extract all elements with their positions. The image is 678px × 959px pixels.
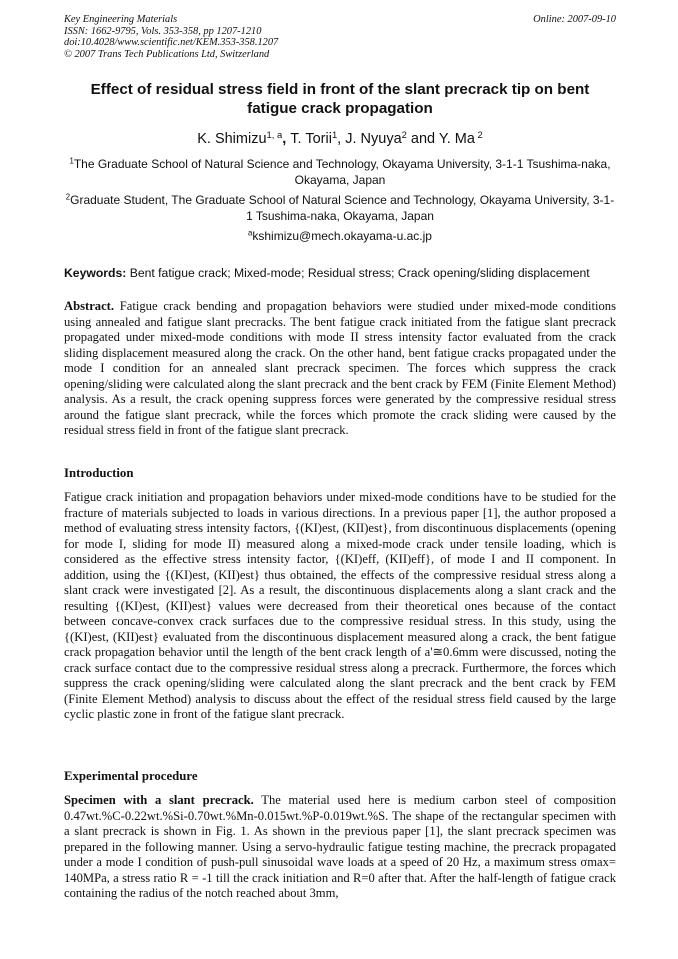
- affiliation-mark: 2: [65, 192, 71, 202]
- keywords-label: Keywords:: [64, 266, 127, 280]
- author-name: J. Nyuya: [345, 131, 402, 147]
- author-separator: ,: [337, 131, 346, 147]
- email-address: kshimizu@mech.okayama-u.ac.jp: [252, 229, 432, 243]
- author-affiliation-mark: 1: [331, 128, 338, 140]
- author-name: T. Torii: [290, 131, 332, 147]
- author-separator: ,: [282, 131, 291, 147]
- author-name: Y. Ma: [438, 131, 475, 147]
- experimental-heading: Experimental procedure: [64, 769, 198, 783]
- specimen-subheading: Specimen with a slant precrack.: [64, 793, 254, 807]
- author-list: [64, 130, 616, 148]
- affiliation-1: [64, 156, 616, 188]
- author-affiliation-mark: 2: [474, 128, 483, 140]
- email-mark: a: [248, 228, 253, 238]
- introduction-paragraph: Fatigue crack initiation and propagation behaviors under mixed-mode conditions have to be studied for the fracture of materials subjected to loads in various directions. In a previous paper [1], the author proposed a method of evaluating stress intensity factors, {(KI)est, (KII)est}, from discontinuous displacements (opening for mode I, sliding for mode II) measured along a mixed-mode crack under tensile loading, which is considered as the effective stress intensity factor, {(KI)eff, (KII)eff}, of mode I and II component. In addition, using the {(KI)est, (KII)est} thus obtained, the effects of the compressive residual stress along a slant crack were investigated [2]. As a result, the discontinuous displacements along a slant crack and the resulting {(KI)est, (KII)est} values were decreased from their theoretical ones because of the contact between concave-convex crack surfaces due to the compressive residual stress. In this study, using the {(KI)est, (KII)est} evaluated from the discontinuous displacement measured along a crack, the bent fatigue crack propagation behavior until the length of the bent crack length of a'≅0.6mm were discussed, noting the crack surface contact due to the compressive residual stress along a precrack. Furthermore, the forces which suppress the crack opening/sliding were calculated along the slant precrack and the bent crack by FEM (Finite Element Method) analysis to discuss about the effect of the residual stress field caused by the large cyclic plastic zone in front of the fatigue slant precrack.: [64, 490, 616, 721]
- abstract-paragraph: [64, 299, 616, 439]
- paper-title: Effect of residual stress field in front of the slant precrack tip on bent fatigue crack propagation: [90, 81, 590, 117]
- journal-copyright: © 2007 Trans Tech Publications Ltd, Switzerland: [64, 48, 270, 60]
- author-name: K. Shimizu: [197, 131, 267, 147]
- keywords-line: [64, 265, 624, 281]
- author-separator: and: [406, 131, 439, 147]
- experimental-paragraph: [64, 793, 616, 902]
- affiliation-mark: 1: [69, 156, 74, 166]
- journal-name: Key Engineering Materials: [64, 14, 178, 25]
- journal-header: [64, 14, 616, 60]
- journal-issn: ISSN: 1662-9795, Vols. 353-358, pp 1207-1210: [64, 25, 262, 37]
- abstract-label: Abstract.: [64, 299, 115, 313]
- author-affiliation-mark: 2: [401, 128, 407, 140]
- author-email: [64, 228, 616, 244]
- experimental-text: The material used here is medium carbon steel of composition 0.47wt.%C-0.22wt.%Si-0.70wt.%Mn-0.015wt.%P-0.019wt.%S. The shape of the rectangular specimen with a slant precrack is shown in Fig. 1. As shown in the previous paper [1], the slant precrack specimen was prepared in the following manner. Using a servo-hydraulic fatigue testing machine, the precrack propagated under a mode I condition of push-pull sinusoidal wave loads at a speed of 20 Hz, a maximum stress σmax= 140MPa, a stress ratio R = -1 till the crack initiation and R=0 after that. After the half-length of fatigue crack containing the radius of the notch reached about 3mm,: [64, 793, 616, 900]
- journal-doi: doi:10.4028/www.scientific.net/KEM.353-358.1207: [64, 37, 279, 48]
- introduction-heading: Introduction: [64, 466, 134, 480]
- affiliation-text: The Graduate School of Natural Science and Technology, Okayama University, 3-1-1 Tsushima-naka, Okayama, Japan: [73, 157, 611, 187]
- abstract-text: Fatigue crack bending and propagation behaviors were studied under mixed-mode conditions using annealed and fatigue slant precracks. The bent fatigue crack initiated from the fatigue slant precrack propagated under mixed-mode conditions with mode II stress intensity factor evaluated from the crack sliding displacement measured along the crack. On the other hand, bent fatigue cracks propagated under the mode I condition for an annealed slant precrack specimen. The forces which suppress the crack opening/sliding were calculated along the slant precrack and the bent crack by FEM (Finite Element Method) analysis. As a result, the crack opening suppress forces were generated by the compressive residual stress around the fatigue slant precrack, while the forces which promote the crack sliding were caused by the residual stress field in front of the fatigue slant precrack.: [64, 299, 616, 437]
- affiliation-2: [64, 192, 616, 224]
- online-date: Online: 2007-09-10: [533, 14, 616, 25]
- keywords-text: Bent fatigue crack; Mixed-mode; Residual stress; Crack opening/sliding displacement: [126, 266, 590, 280]
- author-affiliation-mark: 1, a: [266, 128, 283, 140]
- affiliation-text: Graduate Student, The Graduate School of Natural Science and Technology, Okayama University, 3-1-1 Tsushima-naka, Okayama, Japan: [70, 193, 615, 223]
